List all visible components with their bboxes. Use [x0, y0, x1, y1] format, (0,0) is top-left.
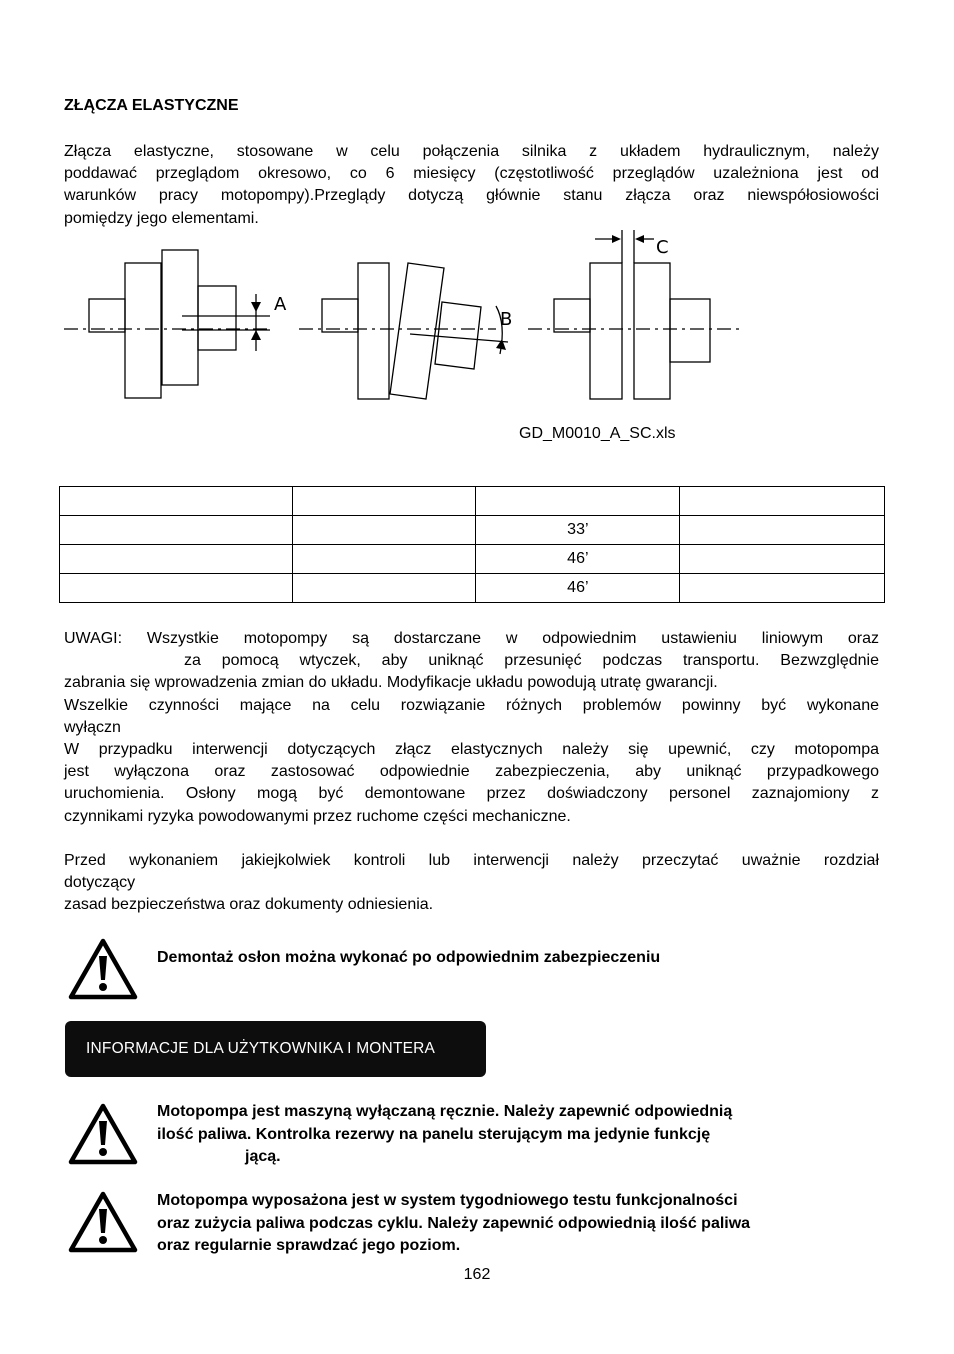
- table-cell: [292, 516, 476, 545]
- table-cell: [60, 487, 293, 516]
- table-cell: 46’: [476, 545, 680, 574]
- safety-line: dotyczący: [64, 874, 136, 892]
- table-cell: [292, 487, 476, 516]
- warning-line: ilość paliwa. Kontrolka rezerwy na panelu sterującym ma jedynie funkcję: [157, 1125, 711, 1143]
- table-cell: [292, 574, 476, 603]
- table-cell: 46’: [476, 574, 680, 603]
- safety-reference-paragraph: [64, 850, 879, 917]
- label-b: B: [500, 309, 513, 330]
- intro-line: pomiędzy jego elementami.: [64, 209, 259, 227]
- warning-guards-text: Demontaż osłon można wykonać po odpowiednim zabezpieczeniu: [157, 949, 661, 966]
- warning-line: Motopompa jest maszyną wyłączaną ręcznie. Należy zapewnić odpowiednią: [157, 1103, 733, 1120]
- warning-line: oraz regularnie sprawdzać jego poziom.: [157, 1237, 461, 1254]
- notes-line: za pomocą wtyczek, aby uniknąć przesunięć podczas transportu. Bezwzględnie: [184, 652, 879, 670]
- notes-line: wyłączn: [64, 718, 121, 736]
- notes-line: zabrania się wprowadzenia zmian do układu. Modyfikacje układu powodują utratę gwarancji.: [64, 674, 718, 692]
- table-cell: [60, 545, 293, 574]
- warning-weekly-test-text: [157, 1190, 887, 1258]
- page-number: 162: [463, 1266, 491, 1283]
- intervention-paragraph: [64, 739, 879, 828]
- figure-caption: GD_M0010_A_SC.xls: [519, 425, 676, 442]
- warning-line: jącą.: [245, 1148, 281, 1165]
- notes-line: UWAGI: Wszystkie motopompy są dostarczane w odpowiednim ustawieniu liniowym oraz: [64, 630, 879, 647]
- table-row: [60, 574, 885, 603]
- table-cell: [680, 487, 885, 516]
- warning-triangle-icon: [68, 1103, 138, 1165]
- section-banner: INFORMACJE DLA UŻYTKOWNIKA I MONTERA: [65, 1021, 486, 1077]
- table-cell: [292, 545, 476, 574]
- table-cell: [680, 574, 885, 603]
- warning-triangle-icon: [68, 1191, 138, 1253]
- intervention-line: jest wyłączona oraz zastosować odpowiednie zabezpieczenia, aby uniknąć przypadkowego: [64, 763, 879, 781]
- notes-line: Wszelkie czynności mające na celu rozwiązanie różnych problemów powinny być wykonane: [64, 696, 879, 714]
- table-cell: [60, 516, 293, 545]
- alignment-tolerance-table: [59, 486, 885, 603]
- intervention-line: czynnikami ryzyka powodowanymi przez ruchome części mechaniczne.: [64, 807, 571, 825]
- safety-line: Przed wykonaniem jakiejkolwiek kontroli lub interwencji należy przeczytać uważnie rozdział: [64, 852, 879, 869]
- intervention-line: W przypadku interwencji dotyczących złącz elastycznych należy się upewnić, czy motopompa: [64, 741, 879, 758]
- warning-triangle-icon: [68, 938, 138, 1000]
- safety-line: zasad bezpieczeństwa oraz dokumenty odniesienia.: [64, 896, 434, 914]
- warning-line: Motopompa wyposażona jest w system tygodniowego testu funkcjonalności: [157, 1192, 738, 1209]
- table-row: [60, 487, 885, 516]
- label-a: A: [274, 294, 287, 315]
- label-c: C: [656, 237, 669, 258]
- intro-line: warunków pracy motopompy).Przeglądy dotyczą głównie stanu złącza oraz niewspółosiowości: [64, 187, 879, 205]
- table-cell: 33’: [476, 516, 680, 545]
- figure-angular-offset: [322, 263, 508, 399]
- coupling-alignment-diagram: [60, 228, 760, 408]
- figure-axial-gap: [554, 230, 710, 399]
- table-cell: [680, 516, 885, 545]
- figure-parallel-offset: [89, 250, 270, 398]
- intro-line: poddawać przeglądom okresowo, co 6 miesięcy (częstotliwość przeglądów uzależniona jest od: [64, 165, 879, 183]
- intervention-line: uruchomienia. Osłony mogą być demontowane przez doświadczony personel zaznajomiony z: [64, 785, 879, 803]
- table-cell: [476, 487, 680, 516]
- warning-line: oraz zużycia paliwa podczas cyklu. Należy zapewnić odpowiednią ilość paliwa: [157, 1214, 751, 1232]
- table-row: [60, 545, 885, 574]
- table-row: [60, 516, 885, 545]
- intro-line: Złącza elastyczne, stosowane w celu połączenia silnika z układem hydraulicznym, należy: [64, 143, 879, 160]
- warning-manual-shutdown-text: [157, 1101, 887, 1169]
- notes-paragraph: [64, 628, 879, 739]
- section-title: ZŁĄCZA ELASTYCZNE: [64, 97, 239, 114]
- intro-paragraph: [64, 141, 879, 230]
- table-cell: [60, 574, 293, 603]
- table-cell: [680, 545, 885, 574]
